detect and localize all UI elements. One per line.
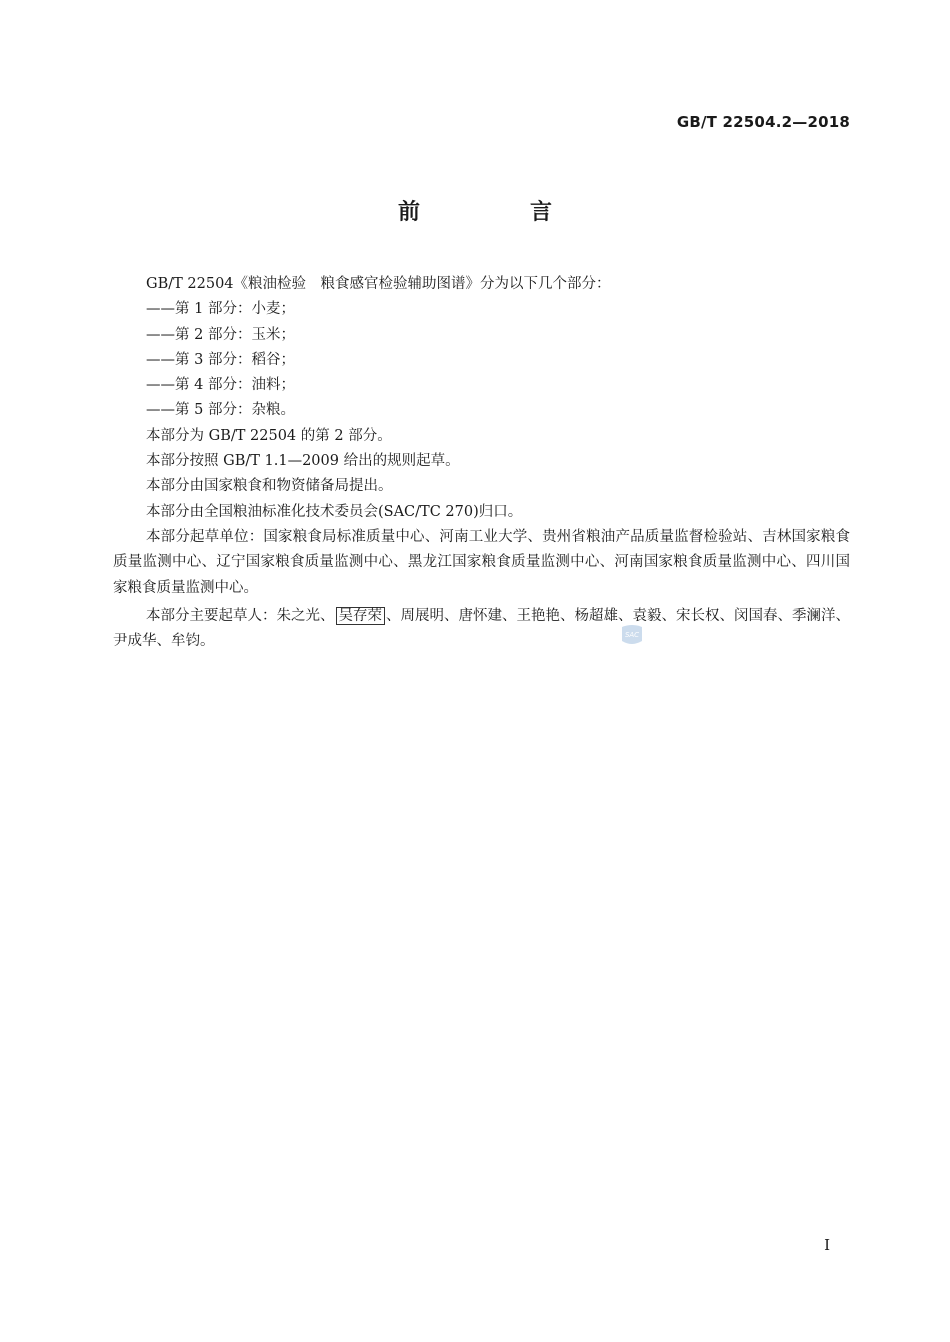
intro-paragraph: GB/T 22504《粮油检验 粮食感官检验辅助图谱》分为以下几个部分： xyxy=(146,276,611,292)
part-item-2: ——第 2 部分：玉米； xyxy=(146,326,295,343)
part-item-5: ——第 5 部分：杂粮。 xyxy=(146,402,295,419)
standard-number: GB/T 22504.2—2018 xyxy=(676,113,850,131)
statement-proposed-by: 本部分由国家粮食和物资储备局提出。 xyxy=(146,478,393,495)
page-title: 前 言 xyxy=(397,200,596,225)
page-number: I xyxy=(824,1236,830,1254)
part-item-3: ——第 3 部分：稻谷； xyxy=(146,351,295,368)
drafters-paragraph xyxy=(113,604,850,655)
part-item-1: ——第 1 部分：小麦； xyxy=(146,301,295,318)
drafters-prefix: 本部分主要起草人：朱之光、 xyxy=(146,607,335,624)
statement-drafting-rules: 本部分按照 GB/T 1.1—2009 给出的规则起草。 xyxy=(146,453,460,470)
statement-part-of: 本部分为 GB/T 22504 的第 2 部分。 xyxy=(146,427,392,444)
part-item-4: ——第 4 部分：油料； xyxy=(146,377,295,394)
drafting-units-paragraph: 本部分起草单位：国家粮食局标准质量中心、河南工业大学、贵州省粮油产品质量监督检验站、吉林国家粮食质量监测中心、辽宁国家粮食质量监测中心、黑龙江国家粮食质量监测中心、河南国家粮食质量监测中心、四川国家粮食质量监测中心。 xyxy=(113,528,850,596)
sac-watermark-logo xyxy=(619,623,645,647)
watermark-text: SAC xyxy=(624,631,640,639)
highlighted-drafter-name: 吴存荣 xyxy=(336,607,386,625)
foreword-body xyxy=(113,272,850,654)
drafters-suffix: 、周展明、唐怀建、王艳艳、杨超雄、袁毅、宋长权、闵国春、季澜洋、尹成华、牟钧。 xyxy=(113,607,850,650)
statement-under-jurisdiction: 本部分由全国粮油标准化技术委员会(SAC/TC 270)归口。 xyxy=(146,503,523,520)
